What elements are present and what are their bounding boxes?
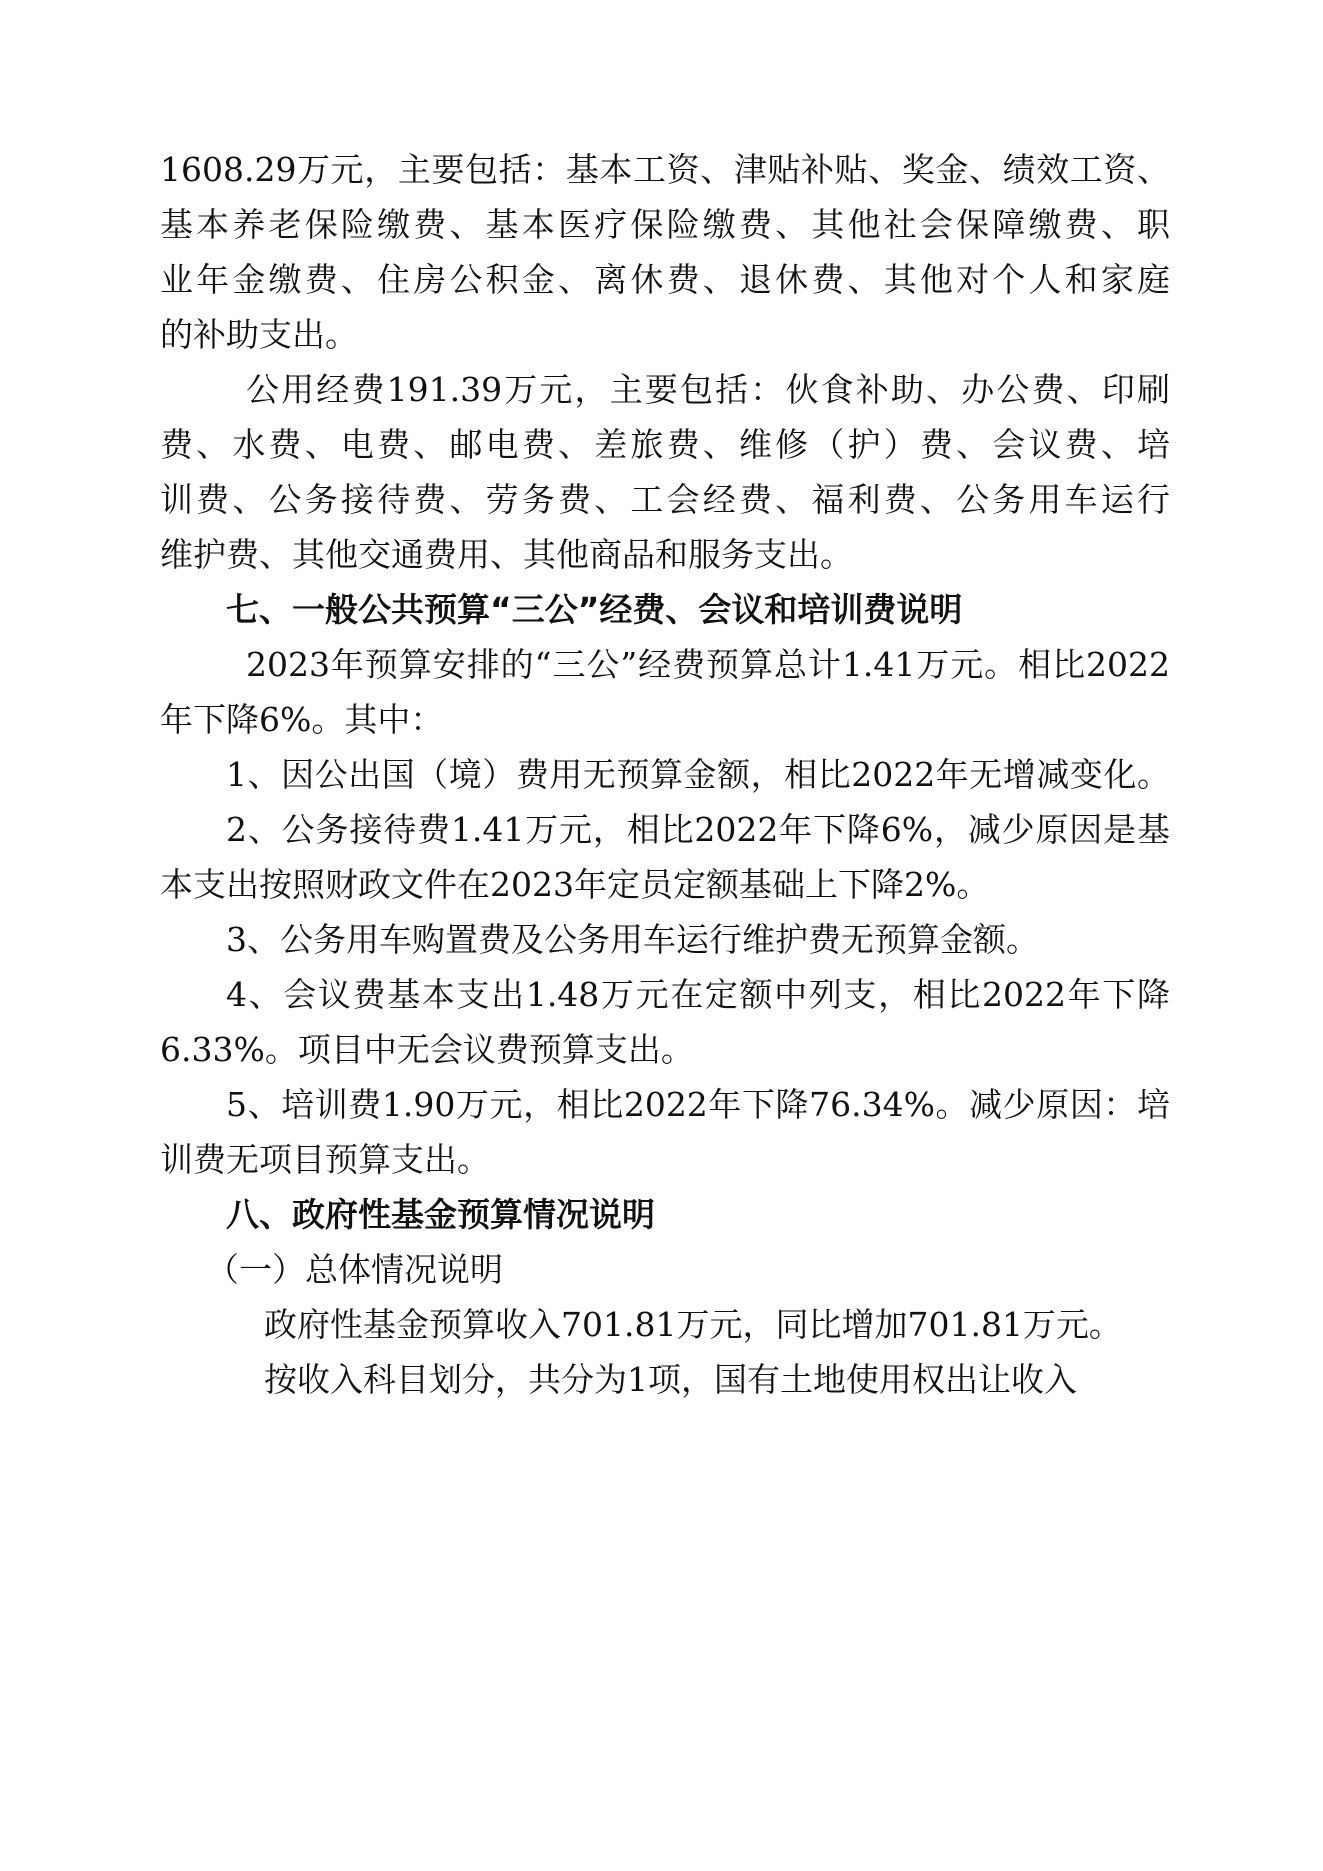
list-item-4: 4、会议费基本支出1.48万元在定额中列支，相比2022年下降 <box>226 975 1170 1014</box>
section-heading-seven: 七、一般公共预算“三公”经费、会议和培训费说明 <box>226 590 963 629</box>
list-item-3: 3、公务用车购置费及公务用车运行维护费无预算金额。 <box>226 920 1039 959</box>
body-text-line: 费、水费、电费、邮电费、差旅费、维修（护）费、会议费、培 <box>160 425 1170 464</box>
body-text-line: 公用经费191.39万元，主要包括：伙食补助、办公费、印刷 <box>246 370 1170 409</box>
body-text-line: 训费、公务接待费、劳务费、工会经费、福利费、公务用车运行 <box>160 480 1170 519</box>
list-item-2: 2、公务接待费1.41万元，相比2022年下降6%，减少原因是基 <box>226 810 1170 849</box>
list-item-1: 1、因公出国（境）费用无预算金额，相比2022年无增减变化。 <box>226 755 1170 794</box>
body-text-line: 按收入科目划分，共分为1项，国有土地使用权出让收入 <box>264 1360 1077 1399</box>
body-text-line: 训费无项目预算支出。 <box>160 1140 490 1179</box>
body-text-line: 6.33%。项目中无会议费预算支出。 <box>160 1030 694 1069</box>
body-text-line: 2023年预算安排的“三公”经费预算总计1.41万元。相比2022 <box>246 645 1170 684</box>
subsection-heading-overview: （一）总体情况说明 <box>206 1250 503 1289</box>
body-text-line: 1608.29万元，主要包括：基本工资、津贴补贴、奖金、绩效工资、 <box>160 150 1170 189</box>
body-text-line: 的补助支出。 <box>160 315 358 354</box>
body-text-line: 业年金缴费、住房公积金、离休费、退休费、其他对个人和家庭 <box>160 260 1170 299</box>
body-text-line: 政府性基金预算收入701.81万元，同比增加701.81万元。 <box>264 1305 1122 1344</box>
section-heading-eight: 八、政府性基金预算情况说明 <box>226 1195 655 1234</box>
body-text-line: 年下降6%。其中： <box>160 700 444 739</box>
body-text-line: 维护费、其他交通费用、其他商品和服务支出。 <box>160 535 853 574</box>
body-text-line: 本支出按照财政文件在2023年定员定额基础上下降2%。 <box>160 865 990 904</box>
body-text-line: 基本养老保险缴费、基本医疗保险缴费、其他社会保障缴费、职 <box>160 205 1170 244</box>
list-item-5: 5、培训费1.90万元，相比2022年下降76.34%。减少原因：培 <box>226 1085 1170 1124</box>
